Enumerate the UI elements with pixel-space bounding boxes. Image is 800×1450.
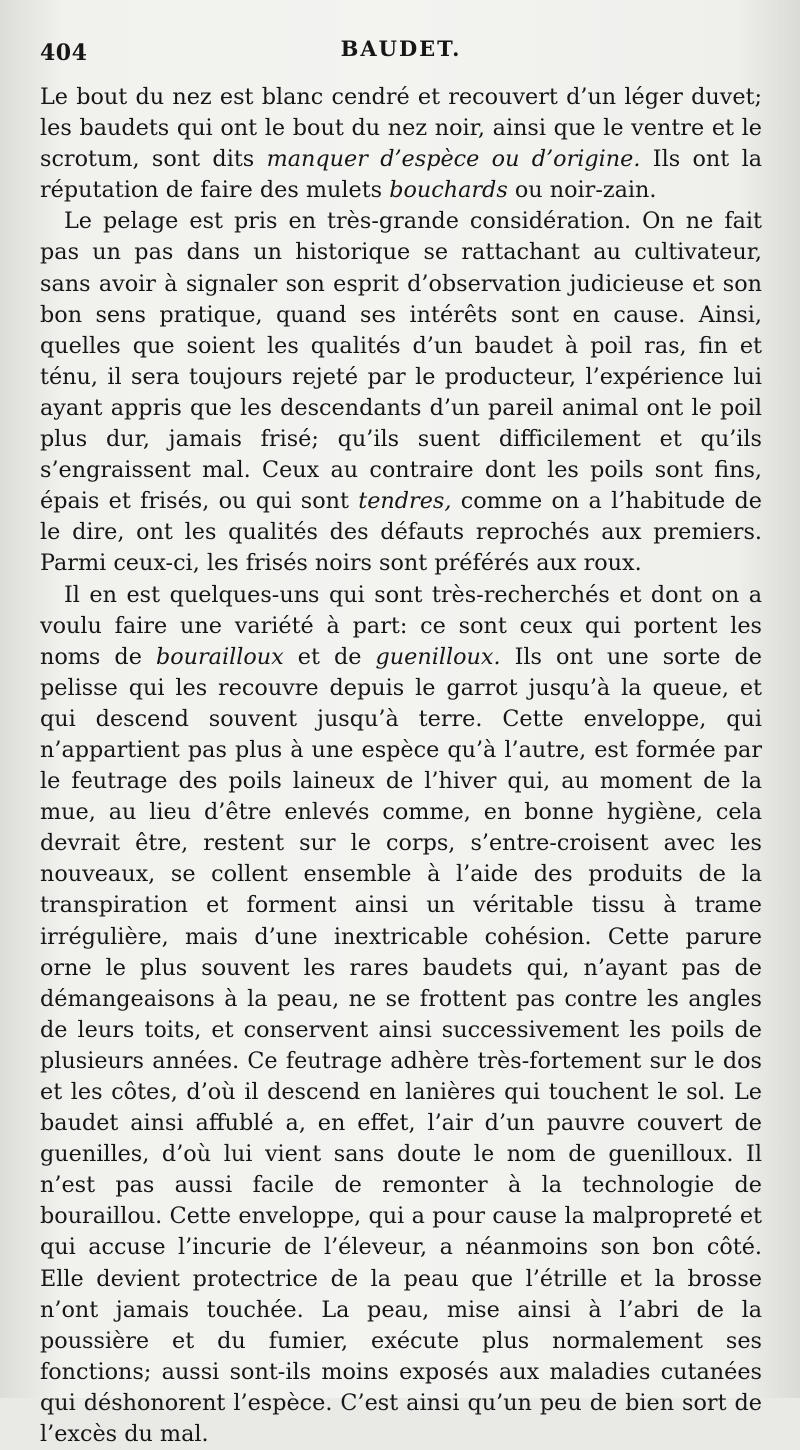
body-text	[40, 82, 762, 1450]
italic-run: guenilloux.	[376, 644, 501, 670]
italic-run: bouchards	[389, 177, 508, 203]
page-number: 404	[40, 40, 87, 66]
paragraph	[40, 580, 762, 1450]
text-run: ou noir-zain.	[508, 177, 657, 203]
text-run: Le bout du nez est blanc cendré et recouvert d’un léger duvet; les baudets qui ont le bout du nez noir, ainsi que le ventre et le scrotum, sont dits	[40, 84, 762, 172]
text-run: et de	[284, 644, 376, 670]
text-run: Il en est quelques-uns qui sont très-recherchés et dont on a voulu faire une variété à part: ce sont ceux qui portent les noms de	[40, 582, 762, 670]
running-title: BAUDET.	[40, 36, 762, 61]
page-header	[40, 30, 762, 82]
text-run: Le pelage est pris en très-grande considération. On ne fait pas un pas dans un historique se rattachant au cultivateur, sans avoir à signaler son esprit d’observation judicieuse et son bon sens pratique, quand ses intérêts sont en cause. Ainsi, quelles que soient les qualités d’un baudet à poil ras, fin et ténu, il sera toujours rejeté par le producteur, l’expérience lui ayant appris que les descendants d’un pareil animal ont le poil plus dur, jamais frisé; qu’ils suent difficilement et qu’ils s’engraissent mal. Ceux au contraire dont les poils sont fins, épais et frisés, ou qui sont	[40, 208, 762, 514]
italic-run: manquer d’espèce ou d’origine.	[267, 146, 641, 172]
text-run: Ils ont la réputation de faire des mulets	[40, 146, 762, 203]
text-run: Ils ont une sorte de pelisse qui les recouvre depuis le garrot jusqu’à la queue, et qui descend souvent jusqu’à terre. Cette enveloppe, qui n’appartient pas plus à une espèce qu’à l’autre, est formée par le feutrage des poils laineux de l’hiver qui, au moment de la mue, au lieu d’être enlevés comme, en bonne hygiène, cela devrait être, restent sur le corps, s’entre-croisent avec les nouveaux, se collent ensemble à l’aide des produits de la transpiration et forment ainsi un véritable tissu à trame irrégulière, mais d’une inextricable cohésion. Cette parure orne le plus souvent les rares baudets qui, n’ayant pas de démangeaisons à la peau, ne se frottent pas contre les angles de leurs toits, et conservent ainsi successivement les poils de plusieurs années. Ce feutrage adhère très-fortement sur le dos et les côtes, d’où il descend en lanières qui touchent le sol. Le baudet ainsi affublé a, en effet, l’air d’un pauvre couvert de guenilles, d’où lui vient sans doute le nom de guenilloux. Il n’est pas aussi facile de remonter à la technologie de bouraillou. Cette enveloppe, qui a pour cause la malpropreté et qui accuse l’incurie de l’éleveur, a néanmoins son bon côté. Elle devient protectrice de la peau que l’étrille et la brosse n’ont jamais touchée. La peau, mise ainsi à l’abri de la poussière et du fumier, exécute plus normalement ses fonctions; aussi sont-ils moins exposés aux maladies cutanées qui déshonorent l’espèce. C’est ainsi qu’un peu de bien sort de l’excès du mal.	[40, 644, 762, 1447]
text-run: comme on a l’habitude de le dire, ont les qualités des défauts reprochés aux premiers. Parmi ceux-ci, les frisés noirs sont préférés aux roux.	[40, 488, 762, 576]
paragraph	[40, 206, 762, 579]
paragraph	[40, 82, 762, 206]
italic-run: bouraillоux	[156, 644, 284, 670]
italic-run: tendres,	[358, 488, 451, 514]
